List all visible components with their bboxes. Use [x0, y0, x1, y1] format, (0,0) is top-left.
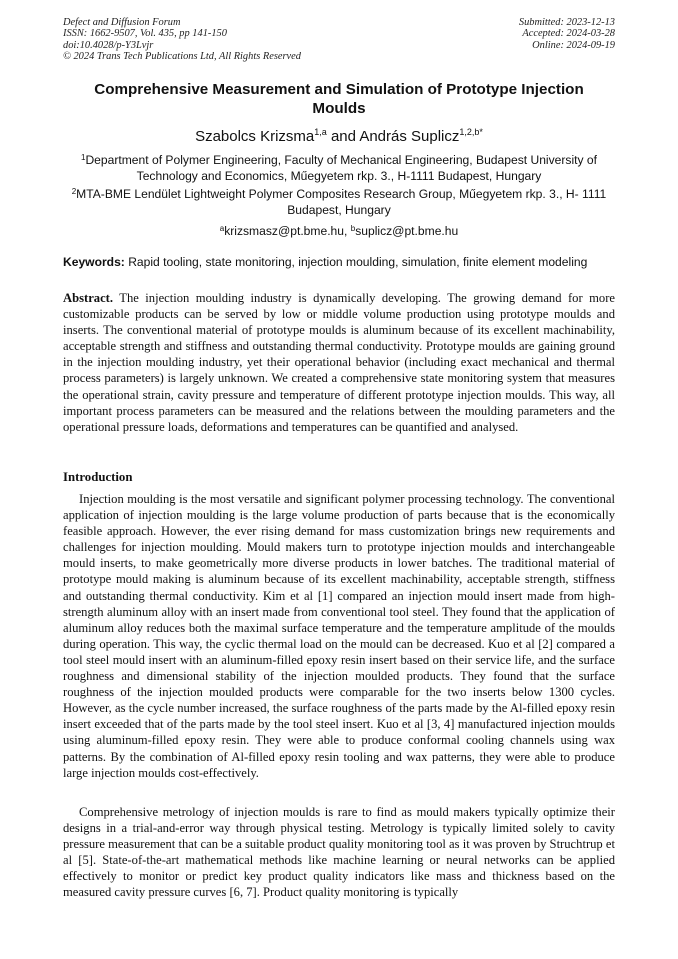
author-name: András Suplicz [359, 128, 460, 145]
section-heading-introduction: Introduction [63, 470, 133, 484]
author-affiliation-mark: 1,2,b* [459, 127, 483, 137]
email-mark: b [350, 224, 356, 233]
journal-name: Defect and Diffusion Forum [63, 17, 181, 28]
affiliation-2 [63, 184, 615, 218]
affiliation-mark: 1 [80, 153, 86, 162]
keywords-label: Keywords: [63, 255, 125, 269]
submitted-date: Submitted: 2023-12-13 [518, 17, 615, 28]
paper-title: Comprehensive Measurement and Simulation of Prototype Injection Moulds [94, 81, 584, 117]
author-line [63, 123, 615, 146]
accepted-date: Accepted: 2024-03-28 [522, 28, 615, 40]
journal-issn: ISSN: 1662-9507, Vol. 435, pp 141-150 [63, 28, 227, 40]
online-date: Online: 2024-09-19 [532, 39, 615, 51]
affiliation-text: MTA-BME Lendület Lightweight Polymer Composites Research Group, Műegyetem rkp. 3., H- 1111 Budapest, Hungary [76, 187, 607, 217]
affiliation-mark: 2 [71, 187, 77, 196]
introduction-paragraph-1: Injection moulding is the most versatile and significant polymer processing technology. The conventional application of injection moulding is the large volume production of parts because that is the economically feasible approach. However, the ever rising demand for mass customization brings new requirements and challenges for injection moulding. Mould makers turn to prototype injection moulds and interchangeable mould inserts, to make geometrically more diverse products in lower batches. The traditional material of prototype mould making is aluminum because of its excellent machinability, acceptable strength, stiffness and outstanding thermal conductivity. Kim et al [1] compared an injection mould insert made from high-strength aluminum alloy with an insert made from conventional tool steel. They found that the application of aluminum alloy reduces both the maximal surface temperature and the temperature amplitude of the moulds during operation. This way, the cyclic thermal load on the mould can be decreased. Kuo et al [2] compared a tool steel mould insert with an aluminum-filled epoxy resin insert based on their service life, and the surface roughness and dimensional stability of the injection moulded products. They found that the surface roughness of the injection moulded products were comparable for the two inserts below 1300 cycles. However, as the cycle number increased, the surface roughness of the parts made by the Al-filled epoxy resin insert exceeded that of the parts made by the tool steel insert. Kuo et al [3, 4] manufactured injection moulds using aluminum-filled epoxy resin. They were able to produce conformal cooling channels using wax patterns. By the combination of Al-filled epoxy resin tooling and wax patterns, they were able to produce large injection moulds cost-effectively. [63, 492, 615, 780]
journal-info [63, 17, 301, 63]
author-name: Szabolcs Krizsma [195, 128, 315, 145]
introduction-paragraph-2: Comprehensive metrology of injection moulds is rare to find as mould makers typically optimize their designs in a trial-and-error way through physical testing. Metrology is typically limited solely to cavity pressure measurement that can be a suitable product quality monitoring tool as it was proven by Struchtrup et al [5]. State-of-the-art mathematical methods like machine learning or neural networks can be applied effectively to monitor or predict key product quality indicators like mass and thickness based on the measured cavity pressure curves [6, 7]. Product quality monitoring is typically [63, 805, 615, 900]
journal-doi: doi:10.4028/p-Y3Lvjr [63, 39, 154, 51]
keywords-text: Rapid tooling, state monitoring, injection moulding, simulation, finite element modeling [124, 255, 588, 269]
keywords [63, 255, 623, 270]
email-separator: , [344, 224, 351, 238]
affiliation-1 [63, 150, 615, 184]
abstract-label: Abstract. [63, 291, 114, 305]
author-conjunction: and [326, 128, 360, 145]
abstract [63, 290, 615, 435]
abstract-text: The injection moulding industry is dynamically developing. The growing demand for more customizable products can be served by low or middle volume production using prototype moulds and inserts. The conventional material of prototype moulds is aluminum because of its excellent machinability, acceptable strength and stiffness and outstanding thermal conductivity. Prototype moulds are gaining ground in the injection moulding industry, yet their operational behavior (including exact mechanical and thermal process parameters) is largely unknown. We created a comprehensive state monitoring system that measures the operational strain, cavity pressure and temperature of different prototype injection moulds. This way, all important process parameters can be measured and the relations between the moulding parameters and the operational pressure loads, deformations and temperatures can be quantified and analysed. [63, 291, 615, 434]
email-link[interactable]: krizsmasz@pt.bme.hu [224, 224, 345, 238]
publication-dates [519, 17, 615, 51]
email-link[interactable]: suplicz@pt.bme.hu [355, 224, 459, 238]
journal-copyright: © 2024 Trans Tech Publications Ltd, All Rights Reserved [63, 51, 301, 63]
author-emails [63, 221, 615, 239]
author-affiliation-mark: 1,a [314, 127, 327, 137]
email-mark: a [219, 224, 225, 233]
affiliation-text: Department of Polymer Engineering, Faculty of Mechanical Engineering, Budapest University of Technology and Economics, Műegyetem rkp. 3., H-1111 Budapest, Hungary [85, 153, 597, 183]
